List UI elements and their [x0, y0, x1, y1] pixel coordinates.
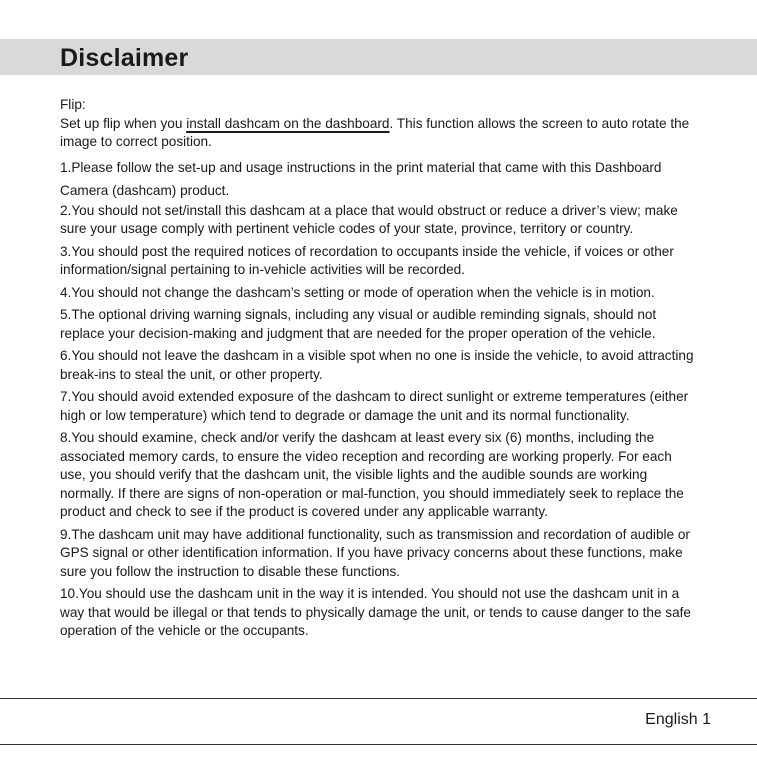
disclaimer-item-2: 2.You should not set/install this dashcam at a place that would obstruct or reduce a driver’s view; make sure your usage comply with pertinent vehicle codes of your state, province, territory or country. [60, 202, 678, 236]
page-number-label: English 1 [645, 711, 711, 728]
disclaimer-item-6: 6.You should not leave the dashcam in a visible spot when no one is inside the vehicle, to avoid attracting break-ins to steal the unit, or other property. [60, 348, 694, 382]
footer-divider-top [0, 698, 757, 699]
flip-intro-prefix: Set up flip when you [60, 115, 187, 131]
flip-description [60, 115, 700, 152]
flip-heading: Flip: [60, 97, 86, 112]
disclaimer-item-10: 10.You should use the dashcam unit in the way it is intended. You should not use the dashcam unit in a way that would be illegal or that tends to physically damage the unit, or tends to cause danger to the safe operation of the vehicle or the occupants. [60, 586, 691, 638]
disclaimer-item-8: 8.You should examine, check and/or verify the dashcam at least every six (6) months, including the associated memory cards, to ensure the video reception and recording are working properly. For each use, you should verify that the dashcam unit, the visible lights and the audible sounds are working normally. If there are signs of non-operation or mal-function, you should immediately seek to replace the product and check to see if the product is covered under any applicable warranty. [60, 430, 684, 519]
footer-divider-bottom [0, 744, 757, 745]
disclaimer-item-3: 3.You should post the required notices of recordation to occupants inside the vehicle, if voices or other information/signal pertaining to in-vehicle activities will be recorded. [60, 243, 674, 277]
disclaimer-item-1: 1.Please follow the set-up and usage instructions in the print material that came with this Dashboard Camera (dashcam) product. [60, 159, 662, 198]
disclaimer-item-4: 4.You should not change the dashcam’s setting or mode of operation when the vehicle is in motion. [60, 284, 655, 300]
disclaimer-body [60, 96, 700, 645]
disclaimer-item-5: 5.The optional driving warning signals, including any visual or audible reminding signals, should not replace your decision-making and judgment that are needed for the proper operation of the vehicle. [60, 307, 657, 341]
disclaimer-item-9: 9.The dashcam unit may have additional functionality, such as transmission and recordation of audible or GPS signal or other identification information. If you have privacy concerns about these functions, make sure you follow the instruction to disable these functions. [60, 526, 690, 579]
disclaimer-item-7: 7.You should avoid extended exposure of the dashcam to direct sunlight or extreme temperatures (either high or low temperature) which tend to degrade or damage the unit and its normal functionality. [60, 389, 689, 423]
flip-intro-suffix: . This function allows the screen to auto rotate the image to correct position. [60, 115, 690, 149]
flip-install-instruction: install dashcam on the dashboard [186, 115, 390, 131]
page-title: Disclaimer [60, 44, 189, 72]
